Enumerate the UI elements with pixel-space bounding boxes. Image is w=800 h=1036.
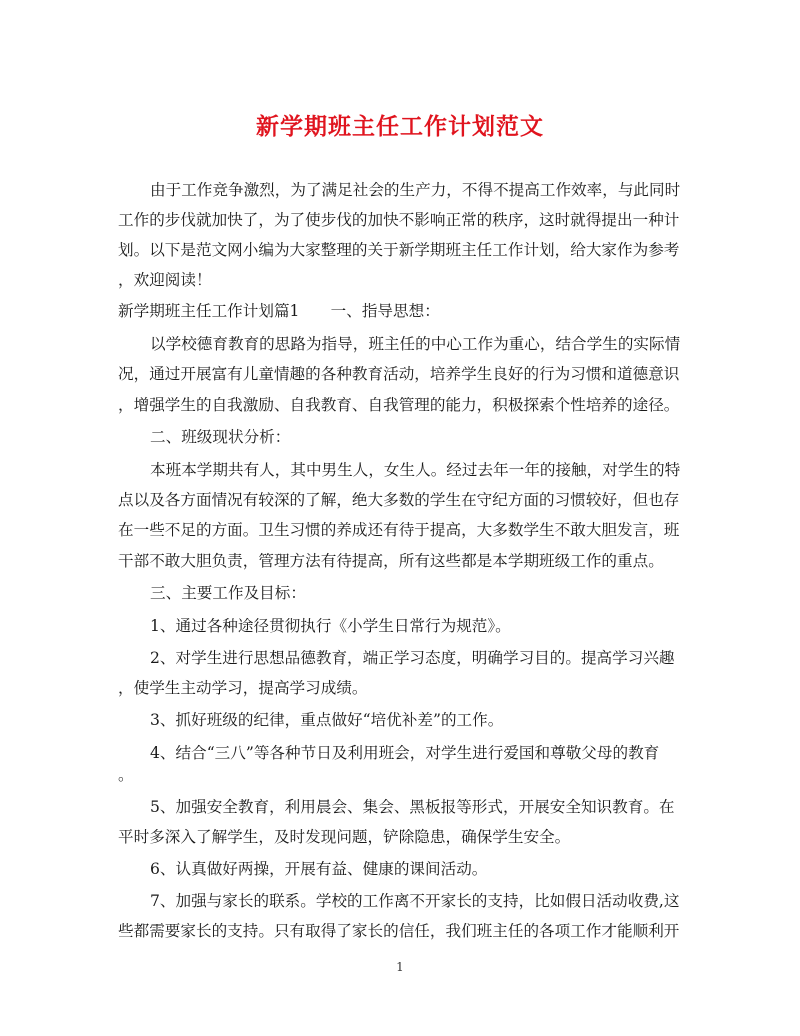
paragraph-line: 在一些不足的方面。卫生习惯的养成还有待于提高，大多数学生不敢大胆发言，班 [118,521,680,539]
section-heading-line: 新学期班主任工作计划篇1 一、指导思想： [118,302,440,320]
list-item: 2、对学生进行思想品德教育，端正学习态度，明确学习目的。提高学习兴趣 [150,649,675,667]
paragraph-line: ，增强学生的自我激励、自我教育、自我管理的能力，积极探索个性培养的途径。 [118,396,680,414]
paragraph-line: 由于工作竞争激烈，为了满足社会的生产力，不得不提高工作效率，与此同时 [150,181,681,199]
list-item: 3、抓好班级的纪律，重点做好“培优补差”的工作。 [150,711,504,729]
paragraph-line: 以学校德育教育的思路为指导，班主任的中心工作为重心，结合学生的实际情 [150,335,681,353]
list-item: 7、加强与家长的联系。学校的工作离不开家长的支持，比如假日活动收费,这 [150,892,680,910]
paragraph-line: 况，通过开展富有儿童情趣的各种教育活动，培养学生良好的行为习惯和道德意识 [118,365,680,383]
list-item-continuation: 平时多深入了解学生，及时发现问题，铲除隐患，确保学生安全。 [118,828,571,846]
paragraph-line: 划。以下是范文网小编为大家整理的关于新学期班主任工作计划，给大家作为参考 [118,241,680,259]
list-item-continuation: 。 [118,766,134,784]
page-number: 1 [396,960,404,974]
list-item: 1、通过各种途径贯彻执行《小学生日常行为规范》。 [150,617,511,635]
paragraph-line: 工作的步伐就加快了，为了使步伐的加快不影响正常的秩序，这时就得提出一种计 [118,211,680,229]
paragraph-line: 本班本学期共有人，其中男生人，女生人。经过去年一年的接触，对学生的特 [150,461,681,479]
list-item: 4、结合“三八”等各种节日及利用班会，对学生进行爱国和尊敬父母的教育 [150,744,660,762]
list-item-continuation: 些都需要家长的支持。只有取得了家长的信任，我们班主任的各项工作才能顺利开 [118,922,680,940]
section-heading: 二、班级现状分析： [150,428,291,446]
list-item: 6、认真做好两操，开展有益、健康的课间活动。 [150,860,488,878]
section-heading: 三、主要工作及目标： [150,584,306,602]
list-item-continuation: ，使学生主动学习，提高学习成绩。 [118,679,368,697]
document-title: 新学期班主任工作计划范文 [256,113,544,140]
list-item: 5、加强安全教育，利用晨会、集会、黑板报等形式，开展安全知识教育。在 [150,798,675,816]
paragraph-line: 干部不敢大胆负责，管理方法有待提高，所有这些都是本学期班级工作的重点。 [118,552,664,570]
paragraph-line: ，欢迎阅读！ [118,271,212,289]
paragraph-line: 点以及各方面情况有较深的了解，绝大多数的学生在守纪方面的习惯较好，但也存 [118,491,680,509]
